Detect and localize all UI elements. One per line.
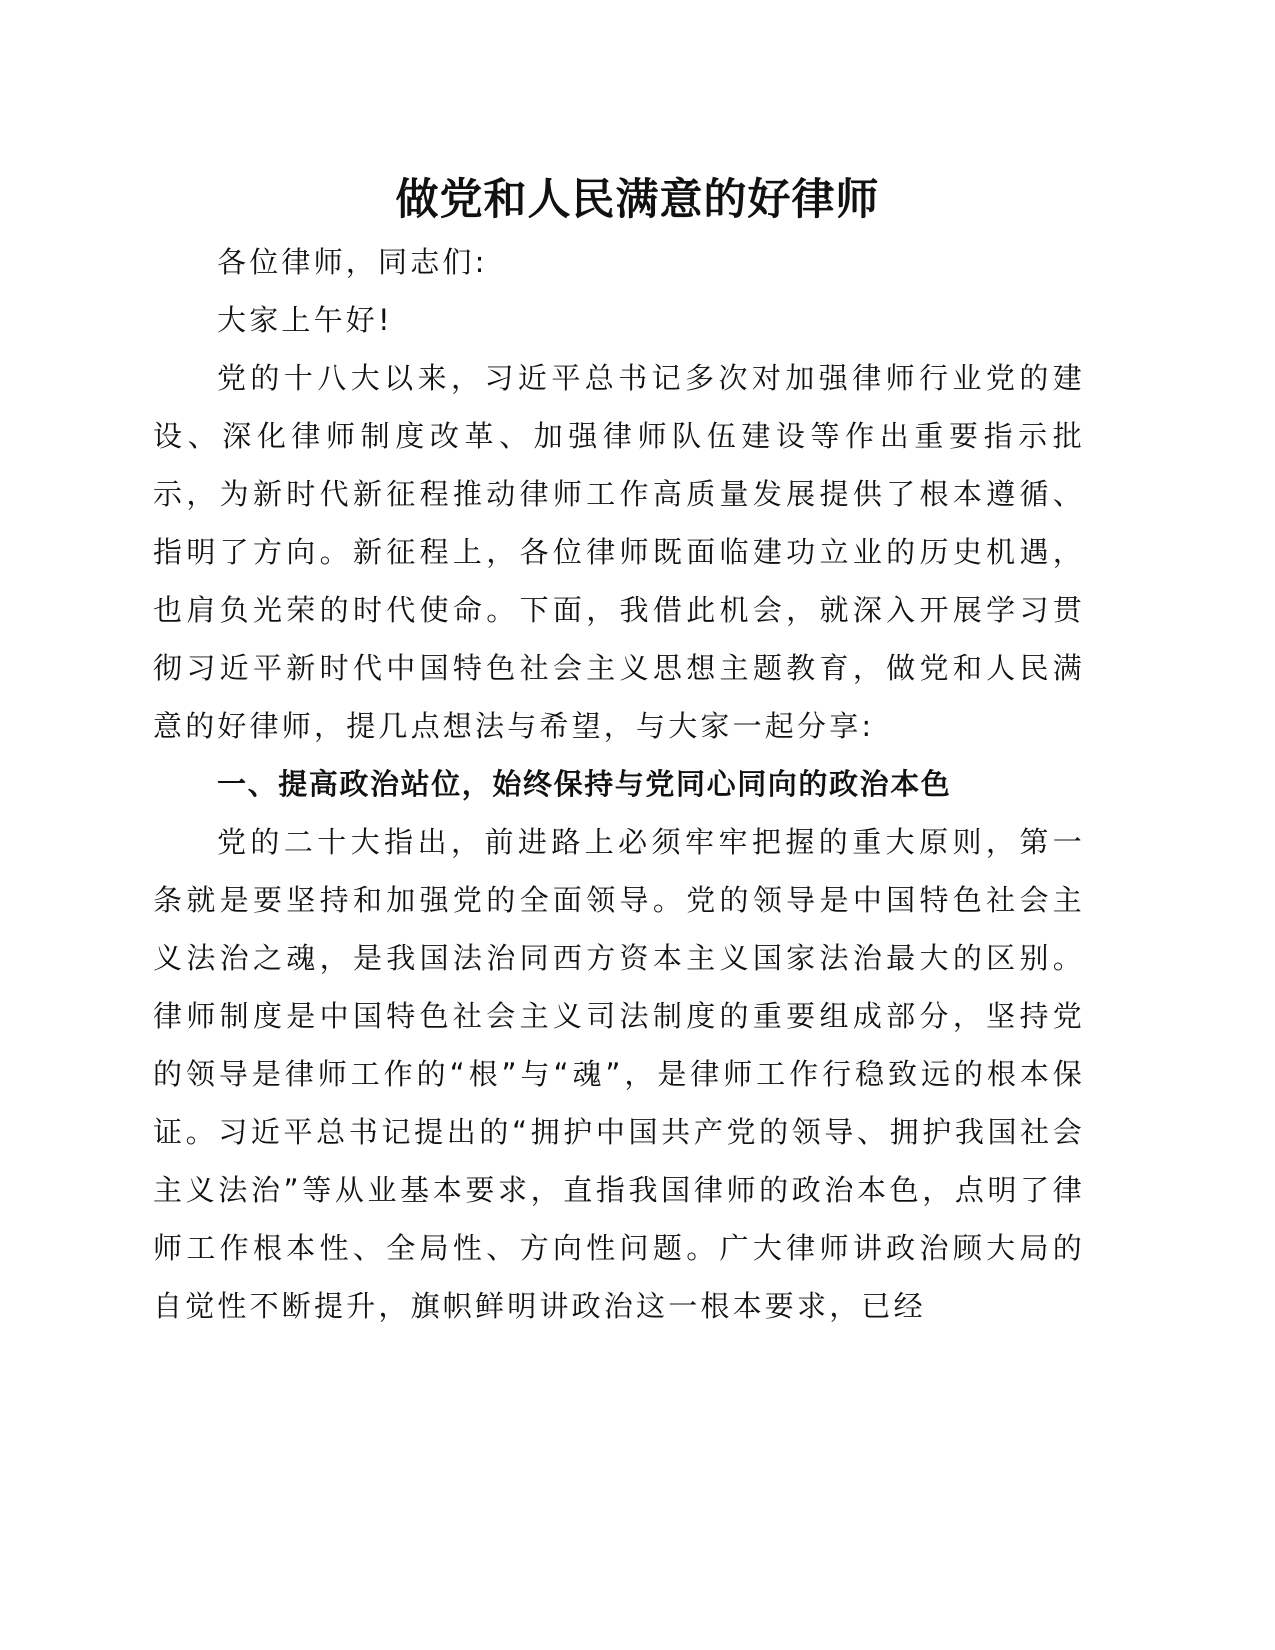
page-title: 做党和人民满意的好律师: [395, 175, 880, 225]
intro-paragraph: 党的十八大以来，习近平总书记多次对加强律师行业党的建设、深化律师制度改革、加强律师队伍建设等作出重要指示批示，为新时代新征程推动律师工作高质量发展提供了根本遵循、指明了方向。新征程上，各位律师既面临建功立业的历史机遇，也肩负光荣的时代使命。下面，我借此机会，就深入开展学习贯彻习近平新时代中国特色社会主义思想主题教育，做党和人民满意的好律师，提几点想法与希望，与大家一起分享:: [153, 361, 1085, 743]
section-heading: 一、提高政治站位，始终保持与党同心同向的政治本色: [217, 767, 952, 801]
greeting: 大家上午好!: [217, 303, 393, 337]
section-paragraph: 党的二十大指出，前进路上必须牢牢把握的重大原则，第一条就是要坚持和加强党的全面领导。党的领导是中国特色社会主义法治之魂，是我国法治同西方资本主义国家法治最大的区别。律师制度是中国特色社会主义司法制度的重要组成部分，坚持党的领导是律师工作的“根”与“魂”，是律师工作行稳致远的根本保证。习近平总书记提出的“拥护中国共产党的领导、拥护我国社会主义法治”等从业基本要求，直指我国律师的政治本色，点明了律师工作根本性、全局性、方向性问题。广大律师讲政治顾大局的自觉性不断提升，旗帜鲜明讲政治这一根本要求，已经: [153, 825, 1085, 1323]
document-body: [153, 233, 1085, 1335]
salutation: 各位律师，同志们:: [217, 245, 488, 279]
